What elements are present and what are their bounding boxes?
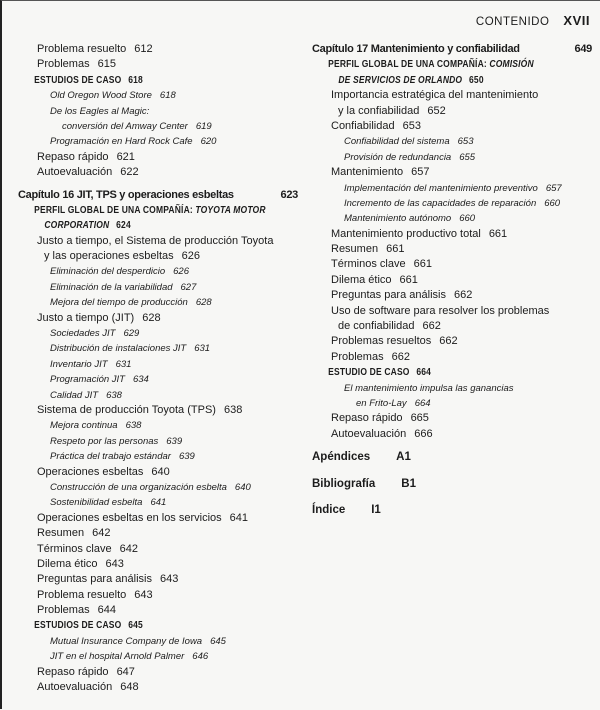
toc-line — [312, 196, 592, 211]
entry-title: Repaso rápido — [37, 665, 109, 678]
entry-title: Incremento de las capacidades de reparación — [344, 197, 537, 209]
entry-title: Implementación del mantenimiento preventivo — [344, 182, 538, 194]
page-ref: 638 — [223, 403, 243, 416]
entry-title: Inventario JIT — [50, 358, 108, 370]
page-ref: 624 — [116, 220, 131, 232]
toc-line — [312, 288, 592, 303]
toc-line — [312, 334, 592, 349]
toc-line — [18, 311, 298, 326]
toc-line — [18, 557, 298, 572]
entry-title: Resumen — [331, 243, 379, 256]
entry-title: Mantenimiento — [331, 166, 404, 179]
toc-entry-main[interactable] — [18, 403, 298, 418]
entry-title: Capítulo 16 JIT, TPS y operaciones esbeltas — [18, 188, 234, 201]
section-title: CONTENIDO — [475, 16, 550, 28]
entry-title: Sociedades JIT — [50, 328, 116, 340]
toc-entry-main[interactable] — [312, 242, 592, 257]
entry-title: De los Eagles al Magic: — [50, 105, 150, 117]
toc-line — [18, 150, 298, 165]
toc-left-column — [18, 42, 298, 695]
toc-line — [18, 434, 298, 449]
toc-entry-main[interactable] — [18, 572, 298, 587]
toc-entry-sub[interactable] — [18, 134, 298, 149]
toc-entry-main[interactable] — [312, 273, 592, 288]
toc-line — [312, 411, 592, 426]
entry-title: Importancia estratégica del mantenimiento — [331, 89, 539, 102]
toc-line — [18, 465, 298, 480]
toc-line — [18, 480, 298, 495]
toc-line — [312, 304, 592, 319]
toc-entry-sub[interactable] — [18, 357, 298, 372]
entry-title: Términos clave — [37, 542, 112, 555]
entry-title: JIT en el hospital Arnold Palmer — [50, 651, 185, 663]
entry-title: Sostenibilidad esbelta — [50, 497, 143, 509]
toc-line — [312, 396, 592, 411]
toc-line — [18, 249, 298, 264]
toc-line — [18, 73, 256, 88]
toc-entry-sub[interactable] — [18, 295, 298, 310]
toc-line — [312, 227, 592, 242]
toc-entry-main[interactable] — [312, 119, 592, 134]
toc-line — [312, 150, 592, 165]
entry-title: Repaso rápido — [331, 412, 403, 425]
toc-line — [18, 119, 298, 134]
page-ref: 644 — [97, 604, 116, 617]
page-ref: 666 — [414, 427, 433, 440]
page-ref: 643 — [134, 588, 153, 601]
page-ref: 634 — [132, 374, 149, 386]
page-ref: 646 — [192, 651, 209, 663]
toc-line — [312, 181, 592, 196]
toc-entry-main[interactable] — [312, 304, 592, 335]
entry-title: Operaciones esbeltas — [37, 465, 144, 478]
page-ref: 664 — [416, 367, 432, 379]
page-ref: 661 — [488, 227, 508, 240]
toc-entry-sub[interactable] — [312, 134, 592, 149]
page-ref: 643 — [105, 557, 124, 570]
entry-title: Confiabilidad — [331, 119, 395, 132]
page-ref: 645 — [128, 620, 143, 632]
toc-line — [18, 357, 298, 372]
toc-right-column — [312, 42, 592, 522]
toc-entry-sub[interactable] — [18, 649, 298, 664]
page-ref: 655 — [459, 151, 476, 163]
page-ref: 638 — [125, 420, 142, 432]
page-ref: 642 — [92, 527, 111, 540]
page-ref: 627 — [180, 281, 197, 293]
toc-line — [312, 319, 592, 334]
page-ref: 665 — [410, 412, 429, 425]
toc-entry-main[interactable] — [18, 680, 298, 695]
toc-entry-sub[interactable] — [312, 150, 592, 165]
page-ref: 621 — [116, 150, 135, 163]
page-ref: 618 — [159, 90, 176, 102]
toc-line — [18, 42, 298, 57]
toc-entry-main[interactable] — [18, 542, 298, 557]
toc-line — [18, 588, 298, 603]
toc-entry-chap[interactable] — [312, 42, 592, 57]
toc-entry-main[interactable] — [312, 257, 592, 272]
toc-line — [18, 634, 298, 649]
page-ref: 664 — [414, 397, 431, 409]
toc-entry-sub[interactable] — [18, 434, 298, 449]
entry-title: Problema resuelto — [37, 43, 127, 55]
toc-entry-sub[interactable] — [18, 104, 298, 135]
entry-title: en Frito-Lay — [356, 397, 407, 409]
page-ref: 642 — [119, 542, 138, 555]
page-ref: 639 — [166, 435, 183, 447]
page-ref: 652 — [427, 104, 446, 117]
entry-title: Mantenimiento autónomo — [344, 213, 452, 225]
entry-title: Problemas — [331, 350, 384, 363]
toc-entry-sub[interactable] — [18, 341, 298, 356]
toc-line — [312, 365, 550, 380]
toc-entry-main[interactable] — [18, 234, 298, 265]
toc-entry-caps[interactable] — [18, 73, 298, 88]
page-ref: 639 — [178, 451, 195, 463]
entry-title: Programación en Hard Rock Cafe — [50, 136, 193, 148]
entry-title: Respeto por las personas — [50, 435, 159, 447]
entry-title: Justo a tiempo (JIT) — [37, 311, 135, 324]
entry-title: Programación JIT — [50, 374, 125, 386]
toc-line — [18, 603, 298, 618]
entry-title: Problema resuelto — [37, 588, 127, 601]
entry-title: Eliminación de la variabilidad — [50, 281, 173, 293]
entry-title: Distribución de instalaciones JIT — [50, 343, 187, 355]
page-ref: 618 — [128, 74, 143, 86]
page-number: XVII — [563, 13, 590, 28]
toc-line — [312, 134, 592, 149]
toc-line — [18, 618, 256, 633]
entry-title: y la confiabilidad — [338, 104, 420, 117]
toc-line — [312, 57, 550, 72]
page-ref: 638 — [106, 389, 122, 401]
entry-title: Problemas — [37, 58, 90, 71]
page-ref: 620 — [200, 136, 217, 148]
entry-title: Mantenimiento productivo total — [331, 227, 481, 240]
entry-title: Práctica del trabajo estándar — [50, 451, 171, 463]
entry-title: Uso de software para resolver los problemas — [331, 304, 550, 317]
entry-title: Capítulo 17 Mantenimiento y confiabilidad — [312, 43, 520, 55]
page-ref: 653 — [457, 136, 474, 148]
toc-entry-sub[interactable] — [18, 480, 298, 495]
page-ref: 628 — [195, 297, 212, 309]
toc-entry-main[interactable] — [18, 465, 298, 480]
page-ref: 628 — [142, 311, 161, 324]
page-ref: 619 — [195, 120, 212, 132]
toc-entry-back[interactable] — [312, 499, 592, 522]
page-ref: 645 — [210, 635, 226, 647]
toc-line — [18, 234, 298, 249]
toc-line — [312, 211, 592, 226]
page-ref: 626 — [173, 266, 189, 278]
toc-line — [312, 242, 592, 257]
toc-line — [312, 446, 592, 469]
page-ref: 641 — [229, 511, 249, 524]
entry-title: Justo a tiempo, el Sistema de producción Toyota — [37, 234, 274, 247]
toc-entry-main[interactable] — [18, 150, 298, 165]
entry-title: Autoevaluación — [37, 166, 113, 179]
toc-line — [18, 511, 298, 526]
toc-entry-sub[interactable] — [312, 181, 592, 196]
page-ref: 662 — [422, 320, 441, 333]
toc-line — [18, 326, 298, 341]
toc-line — [312, 350, 592, 365]
toc-entry-caps[interactable] — [18, 618, 298, 633]
toc-line — [312, 104, 592, 119]
page-ref: 612 — [134, 43, 153, 55]
page-ref: 631 — [115, 358, 132, 370]
toc-line — [18, 572, 298, 587]
page-ref: 661 — [399, 273, 418, 286]
entry-title: Dilema ético — [37, 557, 98, 570]
toc-line — [18, 188, 298, 203]
toc-entry-main[interactable] — [18, 511, 298, 526]
entry-title: Dilema ético — [331, 273, 392, 286]
toc-line — [18, 388, 298, 403]
toc-line — [18, 542, 298, 557]
entry-title: El mantenimiento impulsa las ganancias — [344, 382, 514, 394]
toc-entry-sub[interactable] — [18, 280, 298, 295]
toc-entry-main[interactable] — [18, 603, 298, 618]
toc-line — [18, 665, 298, 680]
toc-line — [312, 427, 592, 442]
page-ref: 649 — [574, 43, 592, 55]
page-ref: 640 — [151, 465, 170, 478]
toc-line — [18, 418, 298, 433]
page-ref: 662 — [439, 335, 458, 348]
entry-title: Operaciones esbeltas en los servicios — [37, 511, 222, 524]
toc-entry-main[interactable] — [312, 334, 592, 349]
page-ref: 660 — [459, 213, 476, 225]
toc-entry-sub[interactable] — [18, 326, 298, 341]
toc-entry-main[interactable] — [18, 526, 298, 541]
entry-title: ESTUDIOS DE CASO — [34, 620, 122, 632]
toc-line — [18, 134, 298, 149]
toc-line — [18, 341, 298, 356]
toc-line — [312, 165, 592, 180]
toc-line — [18, 495, 298, 510]
entry-title: ESTUDIO DE CASO — [328, 367, 410, 379]
toc-entry-main[interactable] — [18, 57, 298, 72]
entry-title-italic: CORPORATION — [44, 220, 110, 232]
page-ref: 653 — [402, 119, 421, 132]
toc-line — [18, 649, 298, 664]
toc-line — [18, 449, 298, 464]
entry-title: Bibliografía — [312, 477, 376, 490]
entry-title-italic: TOYOTA MOTOR — [195, 204, 266, 216]
page-ref: 661 — [413, 258, 432, 271]
toc-line — [18, 218, 256, 233]
entry-title: Confiabilidad del sistema — [344, 136, 450, 148]
toc-entry-main[interactable] — [312, 288, 592, 303]
entry-title: Preguntas para análisis — [331, 289, 446, 302]
toc-entry-back[interactable] — [312, 473, 592, 496]
toc-entry-sub[interactable] — [312, 381, 592, 412]
entry-title: Repaso rápido — [37, 150, 109, 163]
toc-entry-main[interactable] — [18, 665, 298, 680]
toc-entry-sub[interactable] — [312, 211, 592, 226]
entry-title: Apéndices — [312, 451, 371, 464]
toc-line — [18, 295, 298, 310]
page-ref: 657 — [545, 182, 562, 194]
toc-line — [312, 119, 592, 134]
page-ref: 662 — [453, 289, 473, 302]
page-ref: A1 — [396, 451, 411, 464]
entry-title: Mejora del tiempo de producción — [50, 297, 188, 309]
page-ref: 631 — [194, 343, 211, 355]
entry-title: ESTUDIOS DE CASO — [34, 74, 122, 86]
toc-line — [312, 73, 550, 88]
toc-entry-sub[interactable] — [18, 634, 298, 649]
toc-entry-main[interactable] — [312, 411, 592, 426]
toc-entry-main[interactable] — [18, 165, 298, 180]
running-header — [476, 13, 590, 28]
toc-entry-main[interactable] — [18, 557, 298, 572]
entry-title: conversión del Amway Center — [62, 120, 188, 132]
entry-title: Mejora continua — [50, 420, 118, 432]
entry-title: Problemas resueltos — [331, 335, 432, 348]
toc-entry-main[interactable] — [312, 427, 592, 442]
page-ref: 662 — [391, 350, 410, 363]
entry-title: Mutual Insurance Company de Iowa — [50, 635, 203, 647]
page-ref: 615 — [97, 58, 116, 71]
page-ref: 643 — [159, 573, 179, 586]
page-ref: 640 — [234, 481, 251, 493]
toc-line — [312, 42, 592, 57]
toc-line — [18, 264, 298, 279]
toc-entry-back[interactable] — [312, 446, 592, 469]
entry-title: de confiabilidad — [338, 320, 415, 333]
toc-line — [18, 680, 298, 695]
page-ref: B1 — [401, 477, 416, 490]
toc-line — [312, 273, 592, 288]
toc-entry-main[interactable] — [312, 227, 592, 242]
entry-title: Provisión de redundancia — [344, 151, 452, 163]
toc-entry-sub[interactable] — [18, 264, 298, 279]
toc-line — [18, 526, 298, 541]
entry-title: Índice — [312, 504, 346, 517]
entry-title: PERFIL GLOBAL DE UNA COMPAÑÍA: — [34, 204, 193, 216]
page-ref: 622 — [120, 166, 139, 179]
page-ref: 650 — [469, 74, 484, 86]
entry-title: Eliminación del desperdicio — [50, 266, 166, 278]
toc-line — [18, 165, 298, 180]
toc-entry-caps[interactable] — [312, 365, 592, 380]
toc-line — [312, 381, 592, 396]
page-ref: I1 — [371, 504, 381, 517]
page-ref: 648 — [120, 681, 139, 694]
toc-line — [312, 473, 592, 496]
toc-entry-caps[interactable] — [18, 203, 298, 234]
toc-entry-caps[interactable] — [312, 57, 592, 88]
entry-title: Sistema de producción Toyota (TPS) — [37, 403, 216, 416]
toc-line — [18, 57, 298, 72]
entry-title: Resumen — [37, 527, 85, 540]
entry-title: PERFIL GLOBAL DE UNA COMPAÑÍA: — [328, 59, 487, 71]
toc-entry-main[interactable] — [18, 588, 298, 603]
entry-title: Construcción de una organización esbelta — [50, 481, 227, 493]
entry-title: Autoevaluación — [331, 427, 407, 440]
toc-line — [18, 104, 298, 119]
toc-entry-main[interactable] — [18, 42, 298, 57]
page-ref: 660 — [544, 197, 561, 209]
toc-entry-sub[interactable] — [18, 495, 298, 510]
toc-entry-main[interactable] — [312, 88, 592, 119]
entry-title: Old Oregon Wood Store — [50, 90, 152, 102]
toc-line — [18, 88, 298, 103]
page-ref: 641 — [150, 497, 167, 509]
toc-entry-sub[interactable] — [18, 388, 298, 403]
entry-title: Problemas — [37, 604, 90, 617]
entry-title-italic: COMISIÓN — [489, 59, 534, 71]
entry-title: Autoevaluación — [37, 681, 113, 694]
toc-entry-sub[interactable] — [18, 418, 298, 433]
toc-line — [312, 257, 592, 272]
toc-line — [18, 403, 298, 418]
toc-line — [18, 203, 266, 218]
toc-entry-sub[interactable] — [18, 88, 298, 103]
entry-title: Calidad JIT — [50, 389, 99, 401]
entry-title: Términos clave — [331, 258, 406, 271]
toc-entry-main[interactable] — [312, 165, 592, 180]
page-ref: 623 — [280, 188, 298, 201]
toc-entry-sub[interactable] — [312, 196, 592, 211]
page-ref: 647 — [116, 665, 135, 678]
page-ref: 657 — [411, 166, 430, 179]
entry-title: y las operaciones esbeltas — [44, 250, 174, 263]
toc-entry-sub[interactable] — [18, 372, 298, 387]
toc-line — [312, 88, 592, 103]
toc-line — [312, 499, 592, 522]
toc-entry-chap[interactable] — [18, 188, 298, 203]
toc-entry-main[interactable] — [18, 311, 298, 326]
entry-title-italic: DE SERVICIOS DE ORLANDO — [338, 74, 463, 86]
toc-entry-main[interactable] — [312, 350, 592, 365]
page-ref: 626 — [181, 250, 200, 263]
toc-entry-sub[interactable] — [18, 449, 298, 464]
entry-title: Preguntas para análisis — [37, 573, 152, 586]
toc-line — [18, 372, 298, 387]
page-ref: 629 — [123, 328, 140, 340]
toc-line — [18, 280, 298, 295]
page-ref: 661 — [386, 243, 405, 256]
